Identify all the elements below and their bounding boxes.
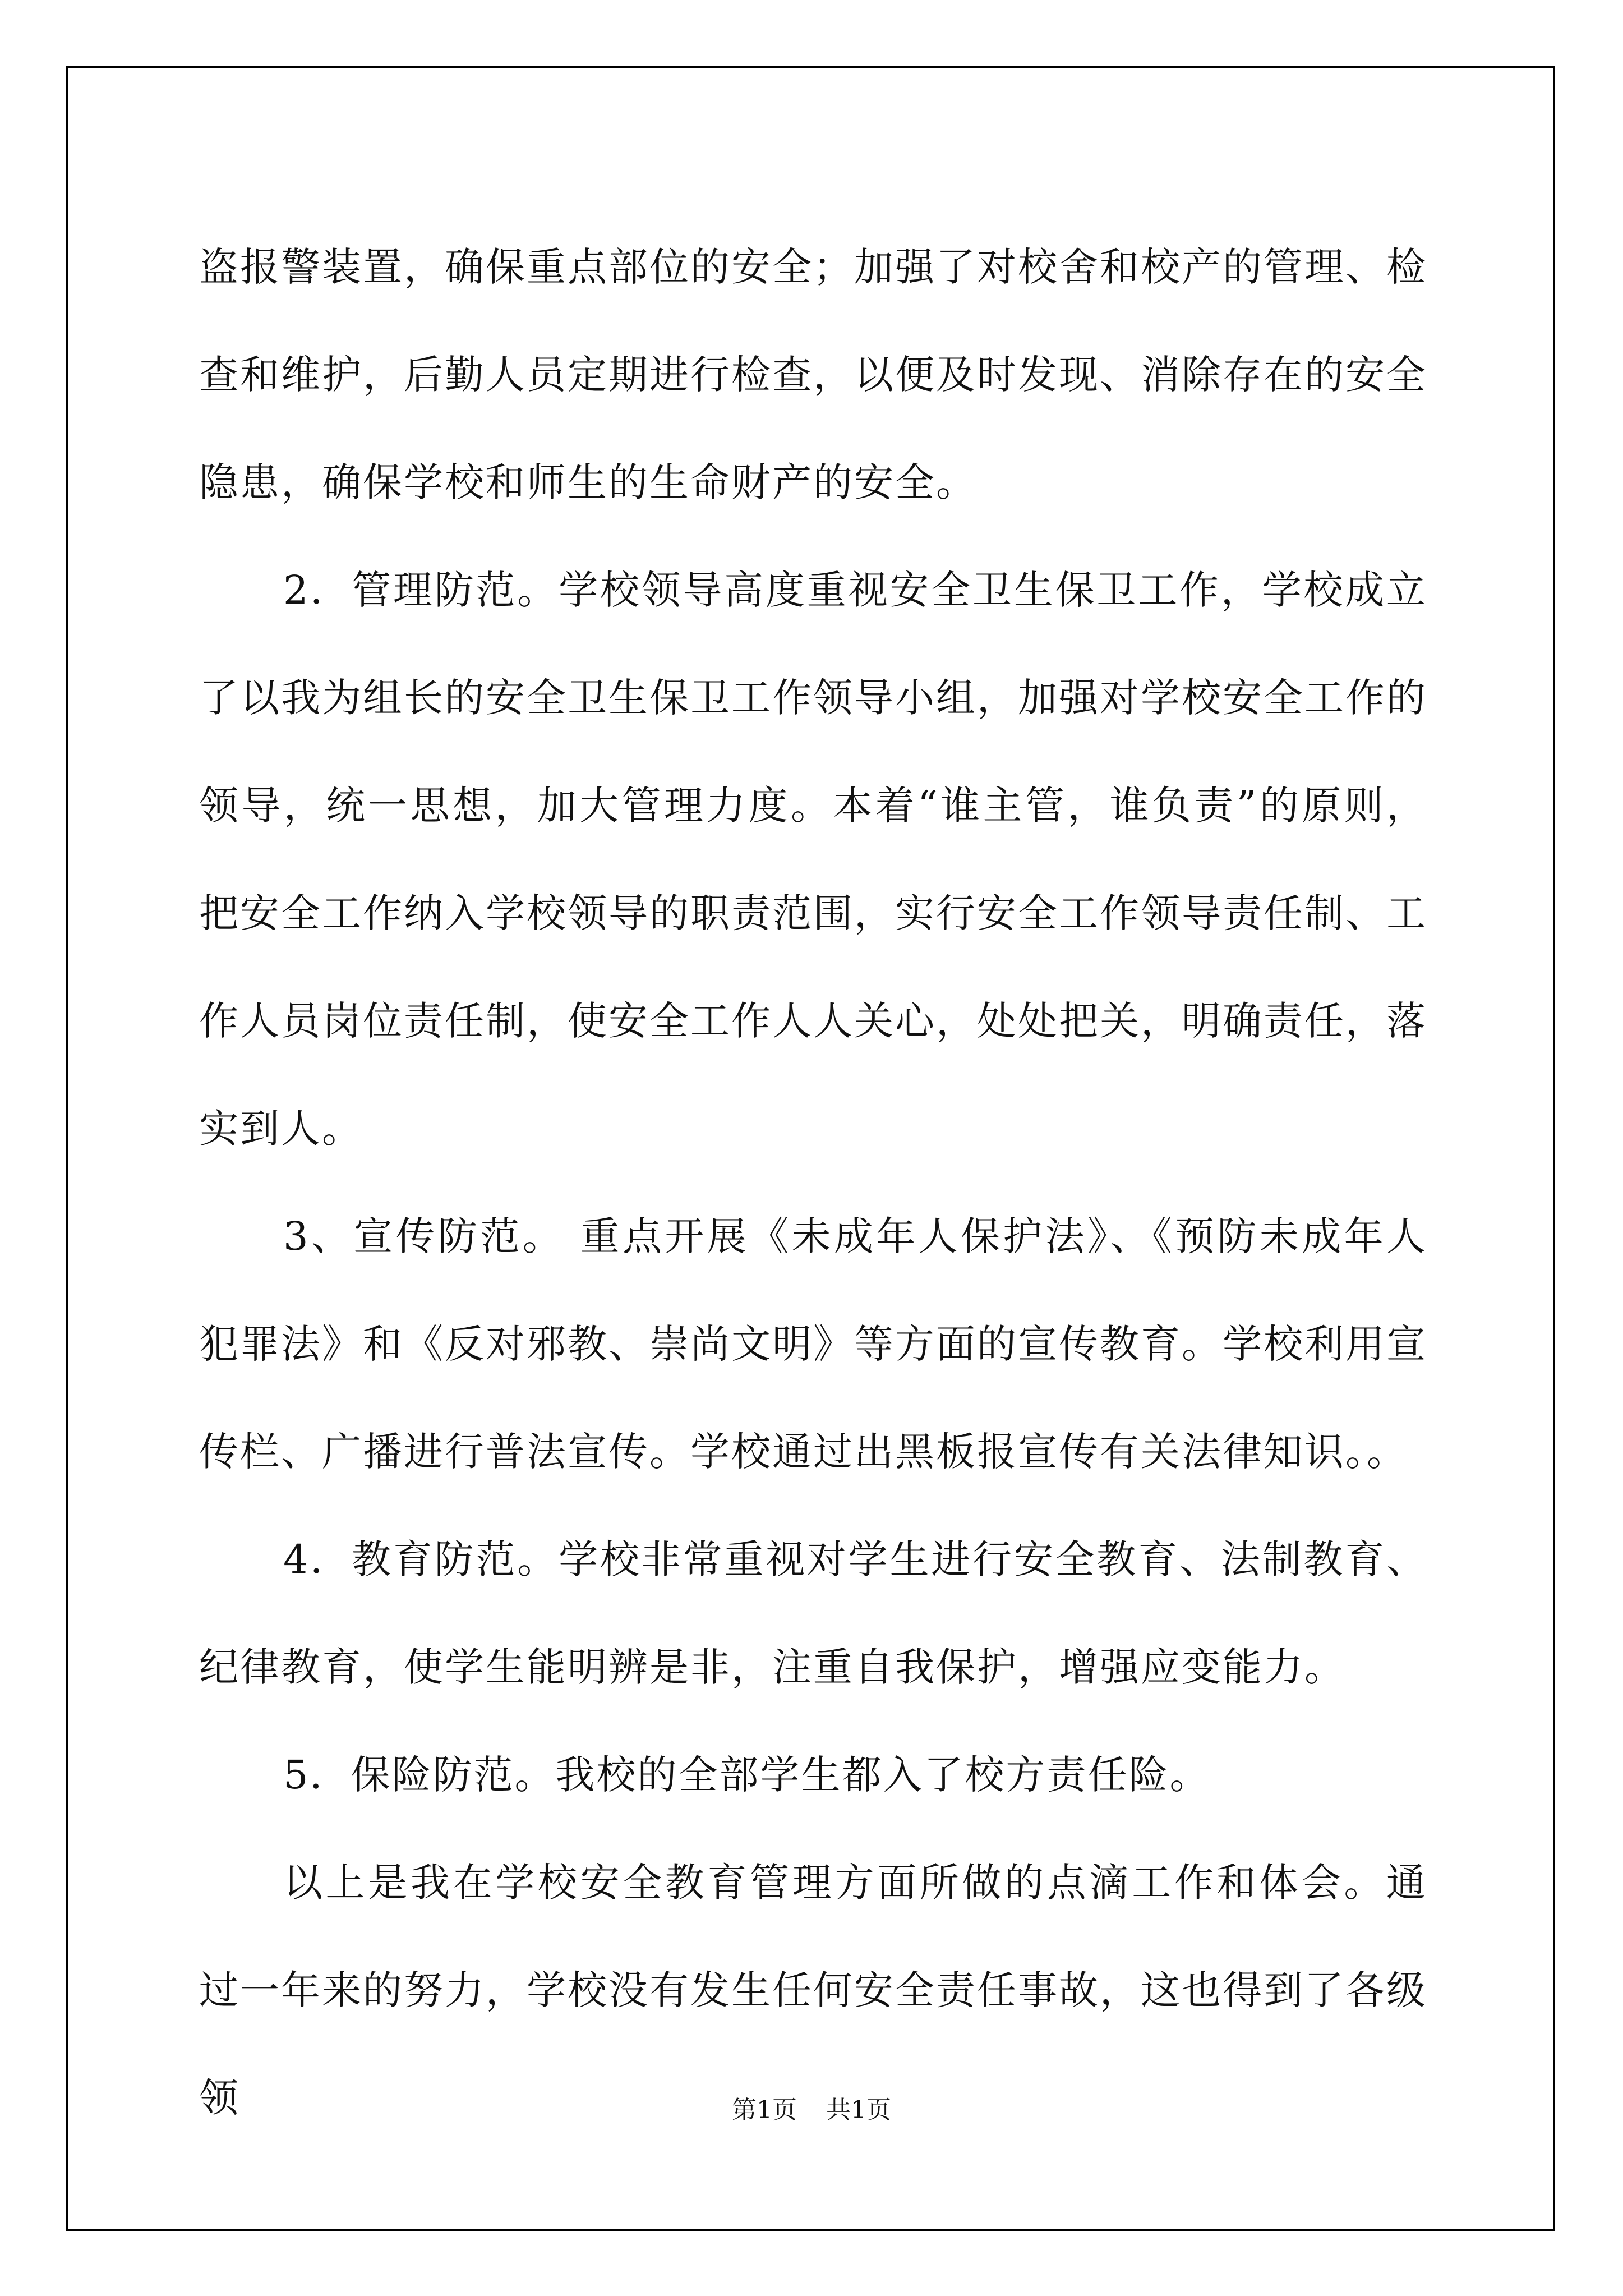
paragraph-2: 2．管理防范。学校领导高度重视安全卫生保卫工作，学校成立了以我为组长的安全卫生保卫工作领导小组，加强对学校安全工作的领导，统一思想，加大管理力度。本着“谁主管，谁负责”的原则，把安全工作纳入学校领导的职责范围，实行安全工作领导责任制、工作人员岗位责任制，使安全工作人人关心，处处把关，明确责任，落实到人。 [199, 567, 1427, 1152]
page-number-total: 共1页 [826, 2096, 891, 2124]
page-number-current: 第1页 [732, 2096, 797, 2124]
paragraph-5: 5．保险防范。我校的全部学生都入了校方责任险。 [283, 1752, 1211, 1798]
page-footer [0, 2090, 1623, 2125]
paragraph-3: 3、宣传防范。 重点开展《未成年人保护法》、《预防未成年人犯罪法》和《反对邪教、崇尚文明》等方面的宣传教育。学校利用宣传栏、广播进行普法宣传。学校通过出黑板报宣传有关法律知识。。 [199, 1213, 1427, 1475]
document-body [199, 213, 1427, 2152]
paragraph-6: 以上是我在学校安全教育管理方面所做的点滴工作和体会。通过一年来的努力，学校没有发生任何安全责任事故，这也得到了各级领 [199, 1860, 1427, 2121]
paragraph-4: 4．教育防范。学校非常重视对学生进行安全教育、法制教育、纪律教育，使学生能明辨是非，注重自我保护，增强应变能力。 [199, 1536, 1427, 1690]
paragraph-1: 盗报警装置，确保重点部位的安全；加强了对校舍和校产的管理、检查和维护，后勤人员定期进行检查，以便及时发现、消除存在的安全隐患，确保学校和师生的生命财产的安全。 [199, 244, 1427, 505]
